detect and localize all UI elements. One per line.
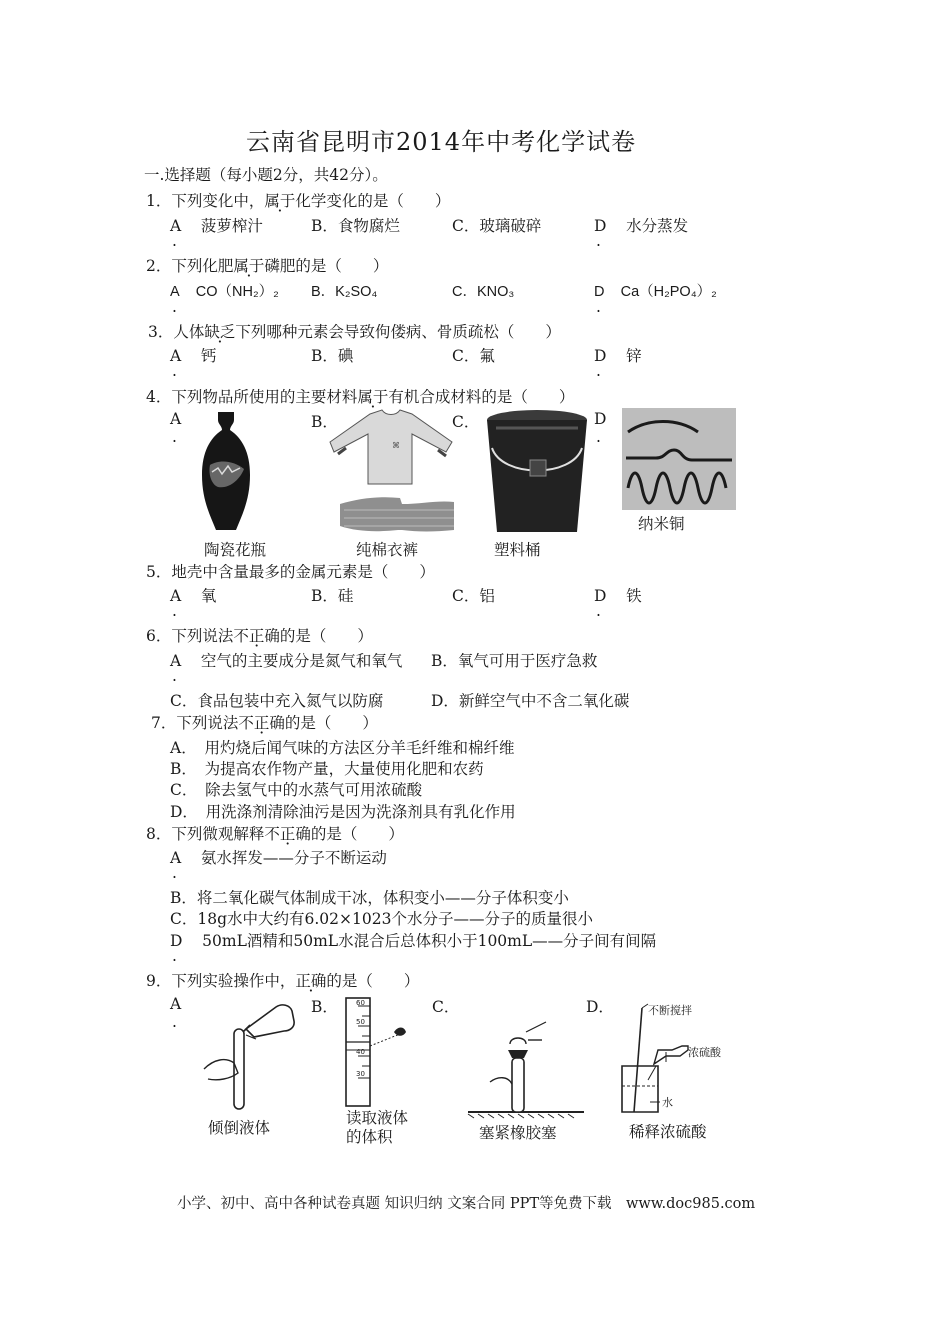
d-label-stir: 不断搅拌 [648,1004,692,1017]
q1-option-a-dot: . [172,232,177,250]
q2-option-c: C．KNO₃ [452,284,515,300]
q9-option-c: C． [432,998,460,1016]
question-6: 6．下列说法不正确的是（ ） [146,627,373,645]
q7-option-b: B． 为提高农作物产量，大量使用化肥和农药 [170,760,484,778]
q9-caption-d: 稀释浓硫酸 [629,1123,707,1141]
reading-volume-image [336,994,416,1108]
q9-option-a: A [170,995,182,1013]
page-footer: 小学、初中、高中各种试卷真题 知识归纳 文案合同 PPT等免费下载 www.doc985.com [177,1196,756,1212]
q1-option-c: C．玻璃破碎 [452,217,542,235]
q2-option-b: B．K₂SO₄ [311,284,378,300]
q5-option-d: D 铁 [594,587,642,605]
q7-option-a: A． 用灼烧后闻气味的方法区分羊毛纤维和棉纤维 [170,739,515,757]
svg-text:⌘: ⌘ [392,441,400,450]
q9-option-d: D． [586,998,614,1016]
q6-option-a-dot: . [172,667,177,685]
q8-option-a-dot: . [172,864,177,882]
cotton-clothes-image [330,408,455,536]
pouring-liquid-image [200,995,300,1113]
q3-option-d-dot: . [596,362,601,380]
q9-option-b: B． [311,998,338,1016]
q2-option-d-dot: . [596,298,601,316]
q4-caption-b: 纯棉衣裤 [356,541,419,559]
question-2: 2．下列化肥属于磷肥的是（ ） [146,257,389,275]
q3-option-a-dot: . [172,362,177,380]
question-9: 9．下列实验操作中，正确的是（ ） [146,972,420,990]
inserting-stopper-image [468,1022,584,1118]
q5-option-a-dot: . [172,602,177,620]
q9-caption-b1: 读取液体 [346,1109,409,1127]
q5-option-d-dot: . [596,602,601,620]
q1-option-a: A 菠萝榨汁 [170,217,263,235]
b-tick-60: 60 [356,999,365,1007]
q4-option-b: B． [311,413,338,431]
q8-option-a: A 氨水挥发——分子不断运动 [170,849,387,867]
nano-copper-image [622,408,736,510]
q5-option-c: C．铝 [452,587,495,605]
q3-option-a: A 钙 [170,347,217,365]
section-heading: 一.选择题（每小题2分，共42分）。 [144,166,388,184]
q6-option-d: D．新鲜空气中不含二氧化碳 [431,692,630,710]
q3-option-d: D 锌 [594,347,642,365]
q4-caption-c: 塑料桶 [494,541,541,559]
q4-caption-a: 陶瓷花瓶 [204,541,267,559]
page-title: 云南省昆明市2014年中考化学试卷 [246,128,637,156]
q6-option-c: C．食品包装中充入氮气以防腐 [170,692,384,710]
q8-option-b: B．将二氧化碳气体制成干冰，体积变小——分子体积变小 [170,889,569,907]
question-4: 4．下列物品所使用的主要材料属于有机合成材料的是（ ） [146,388,575,406]
question-3: 3．人体缺乏下列哪种元素会导致佝偻病、骨质疏松（ ） [148,323,561,341]
q2-option-a-dot: . [172,298,177,316]
q9-caption-a: 倾倒液体 [208,1119,271,1137]
q7-option-d: D． 用洗涤剂清除油污是因为洗涤剂具有乳化作用 [170,803,516,821]
diluting-acid-image [614,1000,744,1120]
q6-option-a: A 空气的主要成分是氮气和氧气 [170,652,403,670]
question-7: 7．下列说法不正确的是（ ） [151,714,378,732]
question-5: 5．地壳中含量最多的金属元素是（ ） [146,563,435,581]
q9-caption-c: 塞紧橡胶塞 [479,1124,557,1142]
b-tick-50: 50 [356,1018,365,1026]
question-1: 1．下列变化中，属于化学变化的是（ ） [146,192,451,210]
q2-option-a: A CO（NH₂）₂ [170,284,279,300]
b-tick-30: 30 [356,1070,365,1078]
d-label-water: 水 [662,1096,673,1109]
q5-option-b: B．硅 [311,587,354,605]
q8-option-d-dot: . [172,947,177,965]
q4-option-d-dot: . [596,428,601,446]
q7-option-c: C． 除去氢气中的水蒸气可用浓硫酸 [170,781,423,799]
b-tick-40: 40 [356,1048,365,1056]
q1-option-b: B．食物腐烂 [311,217,400,235]
vase-image [196,410,256,535]
q1-option-d-dot: . [596,232,601,250]
q6-option-b: B．氧气可用于医疗急救 [431,652,598,670]
q9-caption-b2: 的体积 [346,1128,393,1146]
q8-option-c: C．18g水中大约有6.02×1023个水分子——分子的质量很小 [170,910,593,928]
q1-option-d: D 水分蒸发 [594,217,689,235]
q8-option-d: D 50mL酒精和50mL水混合后总体积小于100mL——分子间有间隔 [170,932,657,950]
q4-option-a: A [170,410,182,428]
q2-option-d: D Ca（H₂PO₄）₂ [594,284,717,300]
q4-option-c: C． [452,413,480,431]
q5-option-a: A 氧 [170,587,217,605]
q3-option-c: C．氟 [452,347,495,365]
plastic-bucket-image [482,408,592,536]
q4-option-a-dot: . [172,428,177,446]
d-label-acid: 浓硫酸 [688,1046,721,1059]
q4-option-d: D [594,410,607,428]
q9-option-a-dot: . [172,1013,177,1031]
q4-caption-d: 纳米铜 [638,515,685,533]
question-8: 8．下列微观解释不正确的是（ ） [146,825,404,843]
q3-option-b: B．碘 [311,347,354,365]
